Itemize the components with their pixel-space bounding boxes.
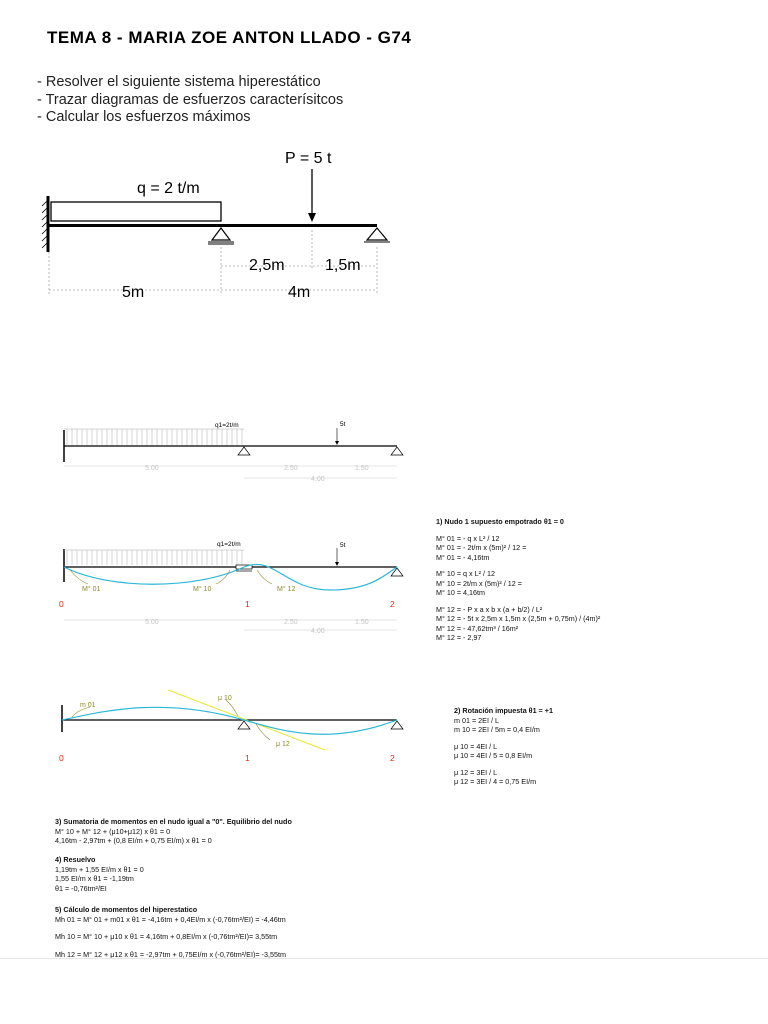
step3-line: M° 10 + M° 12 + (μ10+μ12) x θ1 = 0 <box>55 826 171 836</box>
step4-block <box>55 855 144 893</box>
step3-heading: 3) Sumatoria de momentos en el nudo igual a "0". Equilibrio del nudo <box>55 817 292 826</box>
page-title: TEMA 8 - MARIA ZOE ANTON LLADO - G74 <box>47 28 412 47</box>
mom-12-label: M° 12 <box>277 586 296 593</box>
task-line-1: - Resolver el siguiente sistema hiperestático <box>37 74 321 90</box>
small-2-dim-span1: 5.00 <box>145 619 159 626</box>
step1-line: M° 12 = - P x a x b x (a + b/2) / L² <box>436 604 543 614</box>
dim-a-label: 2,5m <box>249 257 285 274</box>
step2-line: μ 12 = 3EI / L <box>454 767 498 777</box>
small-1-load-q: q1=2t/m <box>215 422 239 429</box>
dim-b-label: 1,5m <box>325 257 361 274</box>
small-2-dim-a: 2.50 <box>284 619 298 626</box>
step5-heading: 5) Cálculo de momentos del hiperestatico <box>55 905 198 914</box>
step1-block <box>436 517 600 643</box>
step4-line: 1,19tm + 1,55 EI/m x θ1 = 0 <box>55 864 144 874</box>
small-1-dim-b: 1.50 <box>355 465 369 472</box>
step5-block <box>55 905 286 959</box>
mom-m01-label: m 01 <box>80 702 96 709</box>
node-2-label-3: 2 <box>390 753 395 763</box>
step5-line-1: Mh 01 = M° 01 + m01 x θ1 = -4,16tm + 0,4EI/m x (-0,76tm²/EI) = -4,46tm <box>55 914 286 924</box>
small-2-load-p: 5t <box>340 542 346 549</box>
deflection-curve-3 <box>62 707 397 734</box>
step5-line-3: Mh 12 = M° 12 + μ12 x θ1 = -2,97tm + 0,75EI/m x (-0,76tm²/EI)= -3,55tm <box>55 949 286 959</box>
step4-line: θ1 = -0,76tm²/EI <box>55 883 107 893</box>
step1-line: M° 01 = - 2t/m x (5m)² / 12 = <box>436 543 527 552</box>
step4-heading: 4) Resuelvo <box>55 855 96 864</box>
step1-line: M° 10 = 2t/m x (5m)² / 12 = <box>436 578 522 588</box>
step2-line: m 10 = 2EI / 5m = 0,4 EI/m <box>454 725 540 734</box>
span-1-label: 5m <box>122 284 145 301</box>
step1-line: M° 01 = - q x L² / 12 <box>436 533 500 543</box>
step4-line: 1,55 EI/m x θ1 = -1,19tm <box>55 874 134 883</box>
step1-line: M° 12 = - 2,97 <box>436 633 482 642</box>
step1-line: M° 10 = q x L² / 12 <box>436 569 496 578</box>
step2-line: μ 10 = 4EI / 5 = 0,8 EI/m <box>454 751 533 760</box>
step1-line: M° 01 = - 4,16tm <box>436 552 490 562</box>
step2-line: μ 12 = 3EI / 4 = 0,75 EI/m <box>454 777 537 786</box>
mom-10-label: M° 10 <box>193 586 212 593</box>
page-divider <box>0 958 768 959</box>
step3-block <box>55 817 292 846</box>
load-q-label: q = 2 t/m <box>137 180 200 197</box>
small-1-dim-span1: 5.00 <box>145 465 159 472</box>
small-2-load-q: q1=2t/m <box>217 541 241 548</box>
node-1-label: 1 <box>245 599 250 609</box>
node-1-label-3: 1 <box>245 753 250 763</box>
small-1-dim-span2: 4.00 <box>311 476 325 483</box>
small-1-dim-a: 2.50 <box>284 465 298 472</box>
mom-u10-label: μ 10 <box>218 695 232 702</box>
step3-line: 4,16tm - 2,97tm + (0,8 EI/m + 0,75 EI/m) x θ1 = 0 <box>55 836 212 845</box>
mom-01-label: M° 01 <box>82 586 101 593</box>
step2-block <box>454 706 553 787</box>
node-2-label: 2 <box>390 599 395 609</box>
small-1-load-p: 5t <box>340 421 346 428</box>
step1-line: M° 12 = - 5t x 2,5m x 1,5m x (2,5m + 0,75m) / (4m)² <box>436 614 601 623</box>
node-0-label: 0 <box>59 599 64 609</box>
step2-heading: 2) Rotación impuesta θ1 = +1 <box>454 706 553 715</box>
step1-line: M° 10 = 4,16tm <box>436 588 486 597</box>
small-2-dim-b: 1.50 <box>355 619 369 626</box>
node-0-label-3: 0 <box>59 753 64 763</box>
step2-line: m 01 = 2EI / L <box>454 715 499 725</box>
step1-heading: 1) Nudo 1 supuesto empotrado θ1 = 0 <box>436 517 564 526</box>
step5-line-2: Mh 10 = M° 10 + μ10 x θ1 = 4,16tm + 0,8EI/m x (-0,76tm²/EI)= 3,55tm <box>55 932 278 941</box>
task-line-3: - Calcular los esfuerzos máximos <box>37 109 251 125</box>
span-2-label: 4m <box>288 284 311 301</box>
step2-line: μ 10 = 4EI / L <box>454 741 498 751</box>
task-line-2: - Trazar diagramas de esfuerzos caracterísitcos <box>37 92 344 108</box>
step1-line: M° 12 = - 47,62tm³ / 16m² <box>436 623 519 633</box>
mom-u12-label: μ 12 <box>276 741 290 748</box>
load-p-label: P = 5 t <box>285 150 332 167</box>
small-2-dim-span2: 4.00 <box>311 628 325 635</box>
